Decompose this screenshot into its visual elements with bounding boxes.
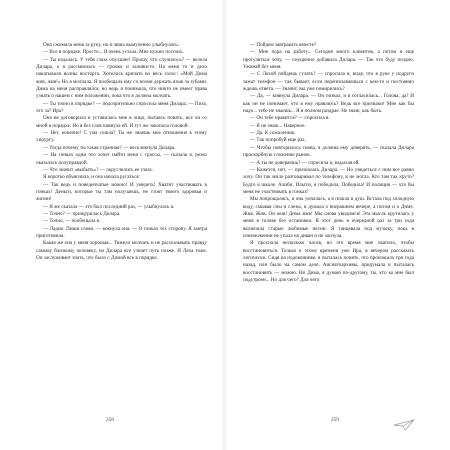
paragraph: — Тогда почему ты такая странная? — воскликнула Дилара. [43, 144, 176, 151]
paragraph: — Точно? — прищурилась Дилара. [43, 210, 121, 217]
left-page-number: 258 [106, 417, 114, 423]
right-page-number: 259 [331, 417, 339, 423]
paragraph: — Я не знаю... Наверное. [250, 122, 306, 129]
paragraph: — Мне пора на работу... Сегодня много клиентов, а потом я еще прогуляться хочу, — смущенно добавила Дилара. — Так что буду поздно. Ужинай без меня. [243, 49, 414, 71]
paragraph: — Нет, конечно! С ума сошла? Ты же знаешь мое отношение к этому хирургу. [36, 130, 207, 144]
right-page-text [243, 42, 414, 284]
paragraph: — Я же сказала — это был последний раз, — улыбнулась я. [43, 203, 175, 210]
paragraph: — Чтобы повторилось снова, я должна ему доверять, — сказала Дилара прискорбную сложение рынок. [243, 144, 414, 159]
paragraph: — Все в порядке. Просто... Я очень устала. Мне нужно поспать. [43, 49, 184, 56]
paragraph: Мы попрощались, и она умчалась, а я пошла в душ. Встала под холодную воду, смывая сны и слезы, и думала о вчерашнем вечере, а потом и о Диме. Жив. Жив. Он жив! Дима жив! Мы снова увидимся! Эта мысль крутилась у меня в голове без остановки. Я этот день в очередной раз за три года включила старые любимые песни. Я танцевала под музыку, пока в изнеможении не упала на диван и не заснула. [243, 196, 414, 239]
paragraph: — Да. К сожалению. [250, 130, 296, 137]
paper-plane-icon [393, 419, 415, 431]
paragraph: — Да, — кивнула Дилара. — Он позвал, и я согласилась... Голова, да? И как он не понимает, что я ему нравлюсь? Ведь все признаки! Мне как бы надо... тебе не знаешь... Я в полном раздрае. Не знаю, как быть. [243, 93, 414, 115]
paragraph: — Ты точно в порядке? — подозрительно спросила меня Дилара. — Пиза, что за? Ира? [36, 100, 207, 115]
paragraph: — Что значит «выбыть»? — округлились ее глаза. [43, 166, 153, 173]
paragraph: Она сжимала меня за руку, но я лишь вымученно улыбнулась: [43, 42, 180, 48]
paragraph: Я проспала несколько часов, но это время мне хватило, чтобы восстановиться. Только к этому времени уже Ира, я вечером рассказать логически. Сидя на подоконнике, я пыталась понять, что произошло три года назад, или было на самом деле. Аиснатоархивы, придумала и пыталась восстановить — можно. Но Дима, я думаю по-другому, ты, кто ко мне был подстроен... Но для чего? Для чего [243, 240, 414, 283]
paragraph: — Ты издалась. У тебя глаза опухшие! Прошу, что случилось? — велела Дилара, а я рассмеялась — громко и заливисто. На меня то и дело накатывали волны восторга. Хотелось кричать во весь голос: «Мой Дима жив, жив!» Но я молчала. Я пообещала ему со всеми держать язык за зубами. Дима на меня расправлялся, но ведь я понимала, что никто не имеет права узнать о нашем с ним положении, пока что я должна молчать. [36, 56, 207, 100]
paragraph: Она не договорила и уставилась мне в лицо, пытаясь понять, все ли со мной в порядке. Но я без слов кивнула ей. И тут же закопала головой. [36, 115, 207, 129]
paragraph: — Пойдем завтракать вместе? [250, 42, 317, 48]
paragraph: Какая же она у меня хорошая... Тяжело молчать и не рассказывать правду самому близкому человеку, но Дилара все узнает чуть позже. И Леха тоже. Он заслуживает знать, что было с Димой все в порядке. [36, 240, 207, 261]
paragraph: — Кажется, нет, — призналась Дилара. — Но увидеться с ним все равно хочу. Он так мило разговаривал по телефону, я не могла. Кто там так круто? Будто в школе. Алиби, Ильгиз, я победила, Победила! И полиция — что бы меня не участвовать в гонках! [243, 166, 414, 195]
left-page-text [36, 42, 207, 262]
paragraph: — А ты не доверяешь? — спросила я, вздыхая ей. [250, 159, 360, 166]
paragraph: — На гонках одни что хочет найти меня с трассы, — сказала я, резко оказалась полуправдой. [36, 152, 207, 166]
paragraph: — Так ведь и поведенчатые можно! И умереть! Хватит участвовать в гонках! Деньги, которые ты там получаешь, не стоят твоего здоровья и жизни! [36, 181, 207, 203]
paragraph: — Так попробуй еще раз. [250, 137, 306, 144]
paragraph: — С Лехой пойдешь гулять? — спросила я, видя, что в руке у подруги зажат телефон — так бывает, если переписываешься с кем-то и постоянно ждешь ответа. — Значит, вы уже помирились? [243, 71, 414, 93]
paragraph: — Ладно. Пиши слово, — кокнула она. — О гонках тех сторону. Я завтра приготовила. [36, 225, 207, 239]
paragraph: — Он тебе нравится? — спросила я. [250, 115, 330, 122]
paragraph: Я коротко объяснила, и она начала ругаться: [43, 174, 141, 181]
paragraph: — Точно, — пообещала я. [43, 218, 101, 225]
